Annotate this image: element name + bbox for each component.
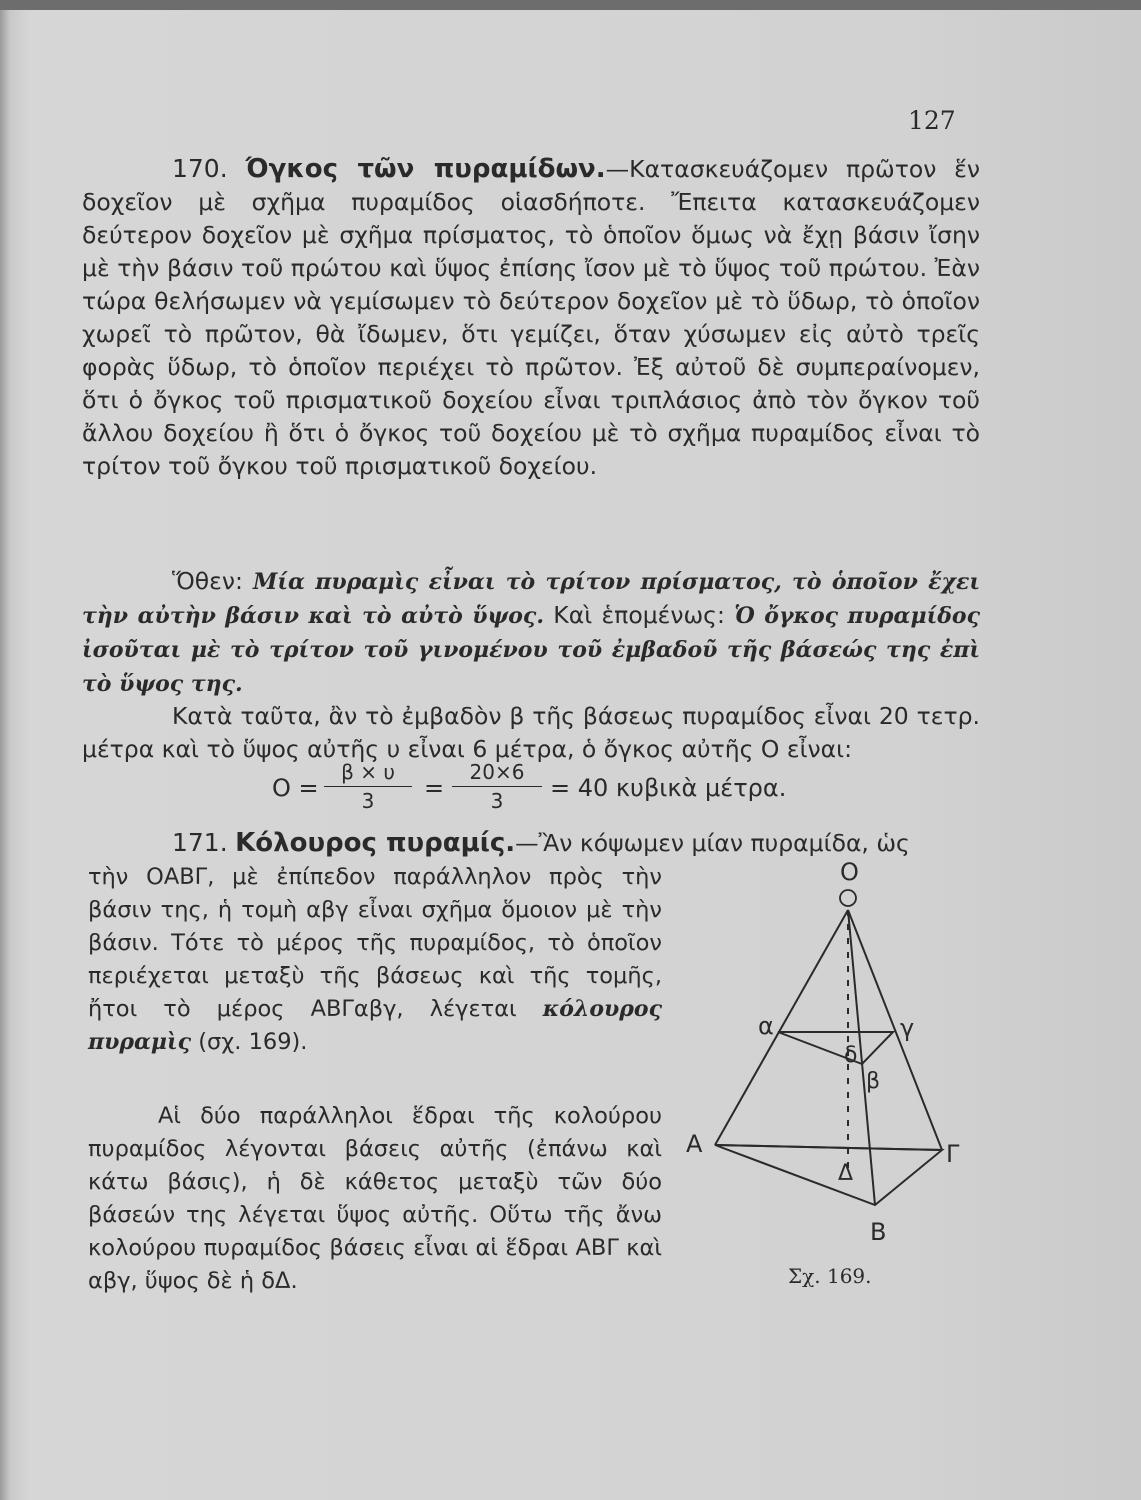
label-g: γ [900, 1014, 915, 1042]
formula-den-1: 3 [361, 789, 375, 813]
page-edge-shadow [0, 0, 1141, 10]
section-170-title: Όγκος τῶν πυραμίδων. [245, 154, 606, 184]
formula-result: = 40 κυβικὰ μέτρα. [550, 774, 787, 802]
section-171-paragraph [88, 861, 662, 1059]
figure-caption: Σχ. 169. [788, 1264, 872, 1288]
formula-fraction-1 [324, 760, 412, 813]
label-d: δ [844, 1043, 858, 1068]
label-G: Γ [946, 1140, 960, 1168]
base-ABG [715, 1145, 942, 1205]
section-171-italic-term: κόλουρος πυραμὶς [88, 996, 662, 1055]
volume-formula [272, 760, 832, 820]
section-abg [778, 1032, 893, 1064]
rule-paragraph [82, 565, 980, 701]
label-D: Δ [838, 1161, 854, 1186]
label-O: Ο [840, 858, 859, 886]
label-a: α [758, 1012, 774, 1040]
section-171-text-b: (σχ. 169). [191, 1029, 308, 1055]
edge-AG [715, 1145, 942, 1150]
formula-num-1: β × υ [324, 760, 412, 787]
formula-eq-2: = [424, 774, 445, 802]
frustum-figure [680, 858, 980, 1246]
section-170-number: 170. [172, 154, 228, 183]
section-171-heading-line [82, 826, 980, 860]
label-A: Α [686, 1130, 703, 1158]
rule-italic-2: Ὁ ὄγκος πυραμίδος ἰσοῦται μὲ τὸ τρίτον τοῦ γινομένου τοῦ ἐμβαδοῦ τῆς βάσεώς της ἐπὶ τὸ ὕψος της. [82, 603, 980, 697]
page-number: 127 [908, 106, 956, 135]
formula-den-2: 3 [490, 789, 504, 813]
section-171-title: Κόλουρος πυραμίς. [235, 828, 516, 858]
section-171-text-top: —Ἂν κόψωμεν μίαν πυραμίδα, ὡς [515, 829, 910, 857]
section-171-number: 171. [172, 828, 228, 857]
label-b: β [866, 1069, 881, 1094]
apex-point [840, 890, 856, 906]
formula-fraction-2 [452, 760, 542, 813]
edge-OG [848, 910, 942, 1150]
rule-mid: Καὶ ἑπομένως: [543, 601, 735, 629]
section-170-paragraph [82, 152, 980, 483]
rule-italic-1: Μία πυραμὶς εἶναι τὸ τρίτον πρίσματος, τὸ ὁποῖον ἔχει τὴν αὐτὴν βάσιν καὶ τὸ αὐτὸ ὕψος. [82, 569, 980, 629]
formula-lhs: Ο = [272, 774, 319, 802]
formula-num-2: 20×6 [452, 760, 542, 787]
rule-lead: Ὅθεν: [172, 567, 254, 595]
example-paragraph: Κατὰ ταῦτα, ἂν τὸ ἐμβαδὸν β τῆς βάσεως πυραμίδος εἶναι 20 τετρ. μέτρα καὶ τὸ ὕψος αὐτῆς υ εἶναι 6 μέτρα, ὁ ὄγκος αὐτῆς Ο εἶναι: [82, 702, 980, 763]
section-171-text-a: τὴν ΟΑΒΓ, μὲ ἐπίπεδον παράλληλον πρὸς τὴν βάσιν της, ἡ τομὴ αβγ εἶναι σχῆμα ὅμοιον μὲ τὴν βάσιν. Τότε τὸ μέρος τῆς πυραμίδος, τὸ ὁποῖον περιέχεται μεταξὺ τῆς βάσεως καὶ τῆς τομῆς, ἤτοι τὸ μέρος ΑΒΓαβγ, λέγεται [88, 864, 662, 1022]
bases-paragraph: Αἱ δύο παράλληλοι ἕδραι τῆς κολούρου πυραμίδος λέγονται βάσεις αὐτῆς (ἐπάνω καὶ κάτω βάσις), ἡ δὲ κάθετος μεταξὺ τῶν δύο βάσεών της λέγεται ὕψος αὐτῆς. Οὕτω τῆς ἄνω κολούρου πυραμίδος βάσεις εἶναι αἱ ἕδραι ΑΒΓ καὶ αβγ, ὕψος δὲ ἡ δΔ. [88, 1103, 662, 1294]
edge-OA [715, 910, 848, 1145]
label-B: Β [870, 1218, 887, 1246]
section-170-text: —Κατασκευάζομεν πρῶτον ἕν δοχεῖον μὲ σχῆμα πυραμίδος οἱασδήποτε. Ἔπειτα κατασκευάζομεν δεύτερον δοχεῖον μὲ σχῆμα πρίσματος, τὸ ὁποῖον ὅμως νὰ ἔχῃ βάσιν ἴσην μὲ τὴν βάσιν τοῦ πρώτου καὶ ὕψος ἐπίσης ἴσον μὲ τὸ ὕψος τοῦ πρώτου. Ἐὰν τώρα θελήσωμεν νὰ γεμίσωμεν τὸ δεύτερον δοχεῖον μὲ τὸ ὕδωρ, τὸ ὁποῖον χωρεῖ τὸ πρῶτον, θὰ ἴδωμεν, ὅτι γεμίζει, ὅταν χύσωμεν εἰς αὐτὸ τρεῖς φορὰς ὕδωρ, τὸ ὁποῖον περιέχει τὸ πρῶτον. Ἐξ αὐτοῦ δὲ συμπεραίνομεν, ὅτι ὁ ὄγκος τοῦ πρισματικοῦ δοχείου εἶναι τριπλάσιος ἀπὸ τὸν ὄγκον τοῦ ἄλλου δοχείου ἢ ὅτι ὁ ὄγκος τοῦ δοχείου μὲ τὸ σχῆμα πυραμίδος εἶναι τὸ τρίτον τοῦ ὄγκου τοῦ πρισματικοῦ δοχείου. [82, 155, 980, 480]
